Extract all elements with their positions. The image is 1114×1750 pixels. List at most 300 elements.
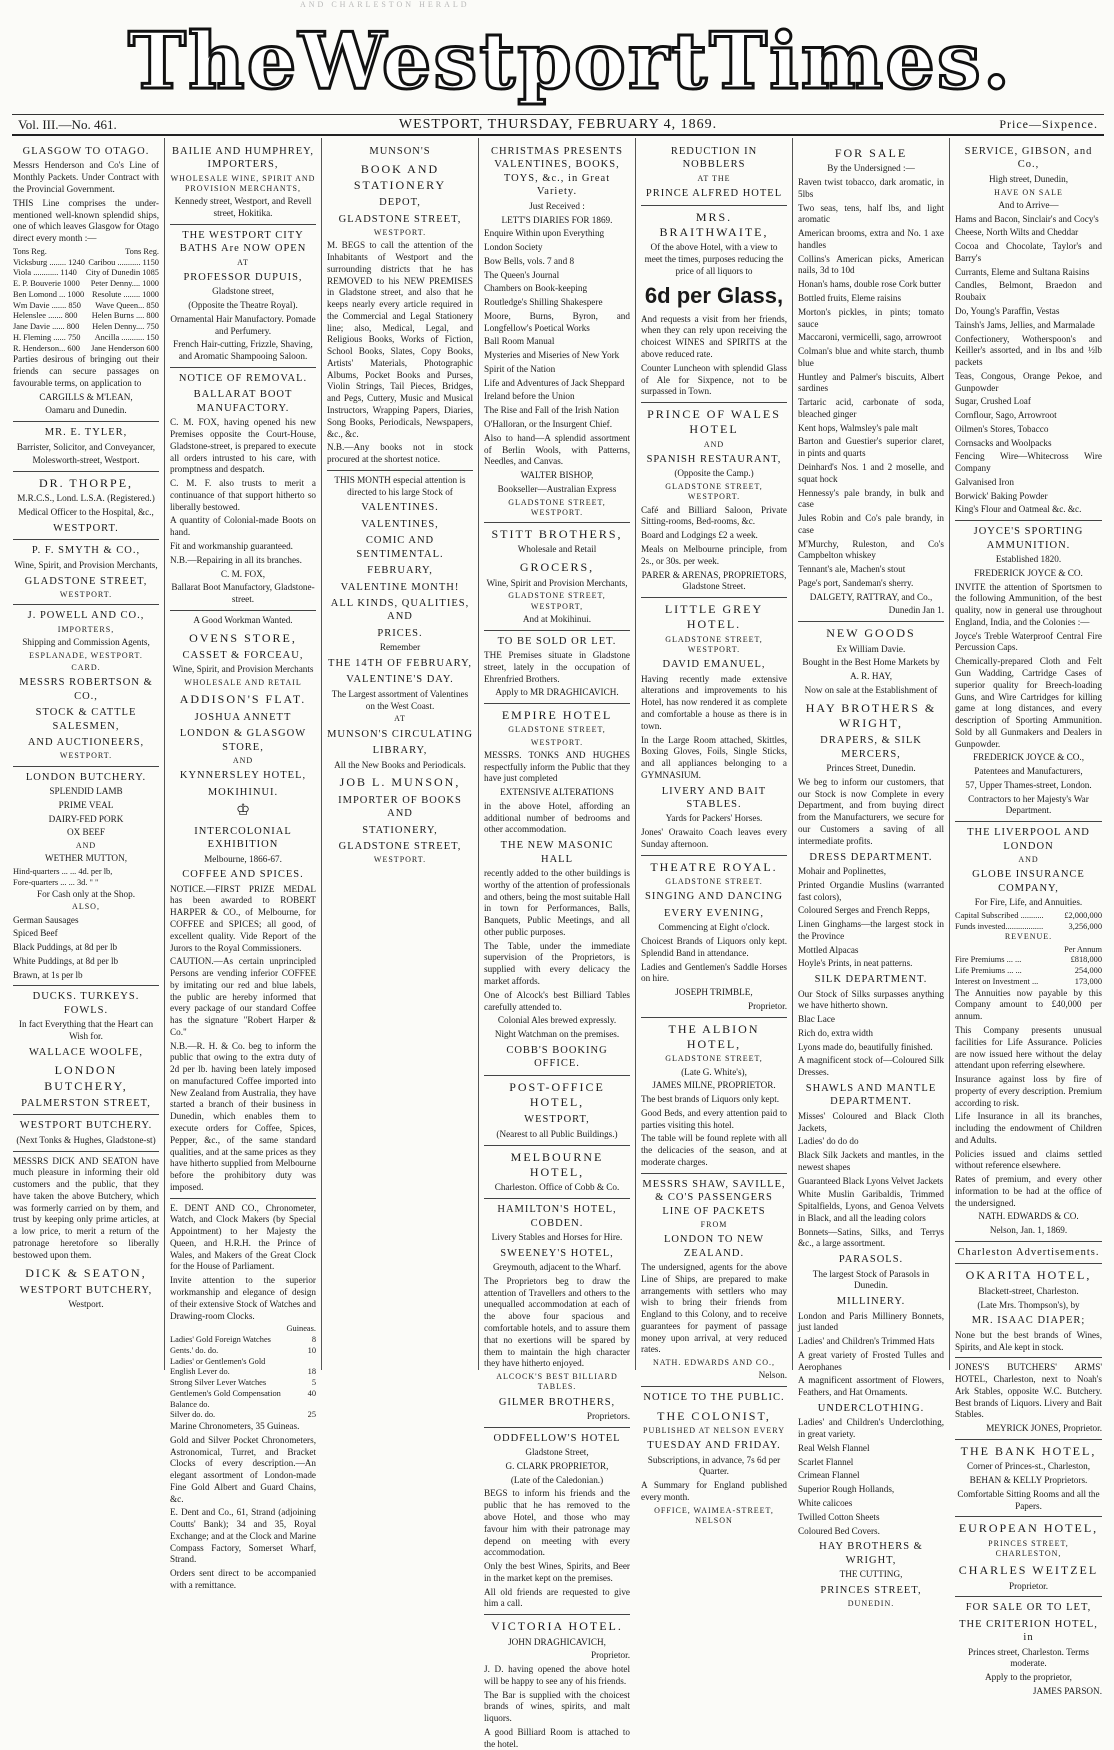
ad-title: THE COLONIST, bbox=[657, 1408, 771, 1423]
ad-line: By the Undersigned :— bbox=[827, 163, 915, 174]
ad-paragraph: Also to hand—A splendid assortment of Berlin Wools, with Patterns, Needles, and Canvas. bbox=[484, 432, 630, 467]
table-cell: Fire Premiums ... ... bbox=[955, 955, 1022, 965]
ad-caption: GLADSTONE STREET, WESTPORT. bbox=[665, 482, 763, 502]
ad-paragraph: Black Silk Jackets and mantles, in the newest shapes bbox=[798, 1150, 944, 1172]
ad-paragraph: The Table, under the immediate supervision of the Proprietors, is supplied with every delicacy the market affords. bbox=[484, 940, 630, 986]
ad-line: (Late G. White's), bbox=[681, 1066, 747, 1077]
ad-signature: Dunedin Jan 1. bbox=[888, 605, 944, 616]
ad-heading: GLADSTONE STREET, bbox=[338, 841, 462, 852]
table-row bbox=[13, 344, 159, 355]
ad-paragraph: Deinhard's Nos. 1 and 2 moselle, and squat hock bbox=[798, 461, 944, 484]
table-cell: 40 bbox=[307, 1388, 316, 1398]
ad-line: All the New Books and Periodicals. bbox=[334, 759, 466, 770]
column-rule bbox=[955, 1596, 1102, 1597]
table-row bbox=[13, 258, 159, 269]
column-rule bbox=[484, 1427, 630, 1428]
table-row bbox=[170, 1378, 316, 1389]
table-cell: Ladies' or Gentlemen's Gold bbox=[170, 1356, 266, 1366]
ad-paragraph: Parties desirous of bringing out their friends can secure passages on favourable terms, on application to bbox=[13, 354, 159, 388]
ad-line: OX BEEF bbox=[66, 827, 106, 838]
ad-paragraph: Gold and Silver Pocket Chronometers, Astronomical, Turret, and Bracket Clocks of every description.—An elegant assortment of London-made Fine Gold Albert and Guard Chains, &c. bbox=[170, 1434, 316, 1504]
ad-line: Wholesale and Retail bbox=[517, 544, 597, 555]
ad-paragraph: Cheese, North Wilts and Cheddar bbox=[955, 227, 1079, 238]
column-rule bbox=[327, 470, 473, 471]
ad-line: And to Arrive— bbox=[998, 199, 1059, 210]
ad-line: G. CLARK PROPRIETOR, bbox=[505, 1460, 609, 1471]
table-row bbox=[13, 301, 159, 312]
ad-paragraph: Borwick' Baking Powder bbox=[955, 490, 1048, 501]
column-rule bbox=[170, 1198, 316, 1199]
ad-heading: WESTPORT BUTCHERY, bbox=[19, 1284, 153, 1296]
ad-line: (Late of the Caledonian.) bbox=[510, 1474, 604, 1485]
column-rule bbox=[13, 604, 159, 605]
ad-heading: MOKIHINUI. bbox=[207, 786, 279, 798]
ad-line: Oamaru and Dunedin. bbox=[45, 405, 127, 416]
ad-heading: STOCK & CATTLE SALESMEN, bbox=[35, 707, 137, 732]
table-cell: Helen Denny.... 750 bbox=[92, 322, 159, 332]
ad-heading: LONDON BUTCHERY. bbox=[25, 771, 147, 783]
ad-paragraph: Counter Luncheon with splendid Glass of Ale for Sixpence, not to be surpassed in Town. bbox=[641, 362, 787, 397]
ad-caption: WHOLESALE WINE, SPIRIT AND PROVISION MERCHANTS, bbox=[170, 173, 316, 194]
table-row bbox=[170, 1335, 316, 1346]
table-row bbox=[13, 290, 159, 301]
table-cell: Resolute ........ 1000 bbox=[92, 289, 159, 299]
ad-line: THE CUTTING, bbox=[839, 1569, 903, 1580]
ad-paragraph: This Company presents unusual facilities for Life Assurance. Policies are now issued here without the delay attendant upon referring elsewhere. bbox=[955, 1024, 1102, 1071]
ad-caption: FROM bbox=[700, 1219, 728, 1229]
ad-caption: WESTPORT. bbox=[59, 751, 113, 761]
table-cell: Jane Davie ...... 800 bbox=[13, 322, 80, 332]
ad-heading: WESTPORT. bbox=[53, 522, 119, 534]
table-cell: 10 bbox=[307, 1345, 316, 1355]
ad-heading: LIBRARY, bbox=[372, 745, 428, 757]
ad-title: LITTLE GREY HOTEL. bbox=[664, 602, 764, 632]
column-rule bbox=[170, 224, 316, 225]
ad-paragraph: The Queen's Journal bbox=[484, 269, 560, 280]
ad-paragraph: N.B.—Any books not in stock procured at the shortest notice. bbox=[327, 442, 473, 465]
ad-caption: AND bbox=[232, 756, 254, 766]
table-cell: H. Fleming ...... 750 bbox=[13, 332, 81, 342]
ad-line: (Nearest to all Public Buildings.) bbox=[496, 1128, 618, 1139]
column-rule bbox=[13, 985, 159, 986]
ad-caption: WHOLESALE AND RETAIL bbox=[184, 678, 302, 688]
table-row bbox=[955, 922, 1102, 933]
ad-line: A Good Workman Wanted. bbox=[193, 614, 293, 625]
ad-heading: PALMERSTON STREET, bbox=[21, 1098, 151, 1110]
column-rule bbox=[484, 1614, 630, 1615]
table-cell: Viola ............ 1140 bbox=[13, 268, 77, 278]
ad-line: BEHAN & KELLY Proprietors. bbox=[969, 1475, 1088, 1486]
ad-paragraph: Ladies and Gentlemen's Saddle Horses on hire. bbox=[641, 961, 787, 984]
ad-paragraph: White Muslin Garibaldis, Trimmed Spitalfields, Lyons, and Genoa Velvets in Black, and all the leading colors bbox=[798, 1189, 944, 1223]
dateline bbox=[12, 114, 1104, 136]
ad-title: EMPIRE HOTEL bbox=[501, 708, 613, 723]
ad-line: Bookseller—Australian Express bbox=[497, 483, 617, 494]
ad-heading: P. F. SMYTH & CO., bbox=[31, 545, 141, 557]
table-cell: 254,000 bbox=[1074, 966, 1102, 976]
ad-paragraph: Morton's pickles, in pints; tomato sauce bbox=[798, 306, 944, 329]
column-rule bbox=[955, 1357, 1102, 1358]
ad-paragraph: A Summary for England published every month. bbox=[641, 1480, 787, 1502]
ad-caption: DUNEDIN. bbox=[847, 1599, 895, 1609]
ad-heading: DRAPERS, & SILK MERCERS, bbox=[820, 735, 922, 760]
ad-line: High street, Dunedin, bbox=[988, 173, 1069, 184]
table-row bbox=[13, 279, 159, 290]
ad-paragraph: Jules Robin and Co's pale brandy, in case bbox=[798, 513, 944, 535]
ad-heading: PARASOLS. bbox=[838, 1254, 904, 1266]
ad-title: OVENS STORE, bbox=[189, 630, 297, 645]
ad-line: Patentees and Manufacturers, bbox=[974, 766, 1083, 777]
ad-paragraph: Tartaric acid, carbonate of soda, bleached ginger bbox=[798, 397, 944, 419]
ad-heading: SPANISH RESTAURANT, bbox=[646, 454, 782, 466]
ad-heading: TO BE SOLD OR LET. bbox=[497, 635, 617, 647]
ad-line: Kennedy street, Westport, and Revell street, Hokitika. bbox=[174, 196, 312, 219]
ad-heading: GLADSTONE STREET, bbox=[338, 213, 462, 225]
ad-line: Wine, Spirit, and Provision Merchants, bbox=[14, 559, 158, 570]
ad-title: GROCERS, bbox=[519, 560, 595, 575]
column-rule bbox=[13, 1114, 159, 1115]
column-rule bbox=[484, 703, 630, 704]
ad-title: DR. THORPE, bbox=[38, 476, 134, 491]
ad-line: Blackett-street, Charleston. bbox=[978, 1285, 1079, 1296]
column-5 bbox=[636, 138, 793, 1525]
ad-paragraph: Sugar, Crushed Loaf bbox=[955, 396, 1031, 407]
ad-line: Corner of Princes-st., Charleston, bbox=[967, 1461, 1090, 1472]
ad-heading: SWEENEY'S HOTEL, bbox=[500, 1247, 614, 1259]
ad-line: Melbourne, 1866-67. bbox=[204, 853, 282, 864]
ad-paragraph: Ireland before the Union bbox=[484, 391, 575, 402]
table-row bbox=[13, 247, 159, 258]
column-rule bbox=[641, 1386, 787, 1387]
ad-heading: NOTICE TO THE PUBLIC. bbox=[643, 1392, 785, 1404]
ad-heading: WALLACE WOOLFE, bbox=[29, 1046, 143, 1058]
ad-line: Remember bbox=[379, 642, 421, 653]
ad-paragraph: Crimean Flannel bbox=[798, 1470, 860, 1481]
ad-line: Commencing at Eight o'clock. bbox=[658, 922, 770, 933]
table-cell: Silver do. do. bbox=[170, 1410, 216, 1420]
ad-paragraph: Huntley and Palmer's biscuits, Albert sardines bbox=[798, 371, 944, 394]
ad-paragraph: in the above Hotel, affording an additional number of bedrooms and other accommodation. bbox=[484, 800, 630, 835]
ad-paragraph: CAUTION.—As certain unprincipled Persons are vending inferior COFFEE by imitating our red and blue labels, the public are hereby informed that every package of our standard Coffee has the signature "Robert Harper & Co." bbox=[170, 956, 316, 1037]
table-cell: Guineas. bbox=[286, 1324, 316, 1334]
ad-paragraph: Fit and workmanship guaranteed. bbox=[170, 540, 293, 551]
ad-paragraph: Hennessy's pale brandy, in bulk and case bbox=[798, 487, 944, 510]
ad-paragraph: None but the best brands of Wines, Spirits, and Ale kept in stock. bbox=[955, 1329, 1102, 1352]
ad-line: Nelson, Jan. 1, 1869. bbox=[989, 1225, 1068, 1236]
ad-caption: AT bbox=[394, 714, 406, 724]
ad-paragraph: The Bar is supplied with the choicest brands of wines, spirits, and malt liquors. bbox=[484, 1689, 630, 1724]
ad-caption: GLADSTONE STREET, WESTPORT, bbox=[508, 591, 606, 611]
ad-heading: GLASGOW TO OTAGO. bbox=[22, 146, 150, 157]
masthead-word-3: Times. bbox=[709, 16, 1012, 107]
ad-heading: THE 14TH OF FEBRUARY, bbox=[328, 658, 472, 670]
ad-signature: JAMES PARSON. bbox=[1032, 1685, 1102, 1696]
ad-line: Just Received : bbox=[529, 200, 585, 211]
ad-title: CHARLES WEITZEL bbox=[958, 1563, 1099, 1578]
ad-paragraph: O'Halloran, or the Insurgent Chief. bbox=[484, 419, 613, 429]
ad-paragraph: Bonnets—Satins, Silks, and Terrys &c., a large assortment. bbox=[798, 1226, 944, 1249]
place-date: WESTPORT, THURSDAY, FEBRUARY 4, 1869. bbox=[398, 116, 718, 132]
table-cell: Wm Davie ....... 850 bbox=[13, 300, 81, 310]
ad-caption: AND bbox=[75, 841, 97, 851]
ad-paragraph: King's Flour and Oatmeal &c. &c. bbox=[955, 504, 1082, 515]
ad-caption: WESTPORT. bbox=[373, 228, 427, 238]
table-cell: Peter Denny.... 1000 bbox=[90, 279, 159, 289]
ad-title: NEW GOODS bbox=[826, 626, 916, 641]
ad-heading: JOSHUA ANNETT bbox=[194, 711, 292, 723]
ad-title: FOR SALE bbox=[834, 146, 908, 160]
ad-paragraph: Maccaroni, vermicelli, sago, arrowroot bbox=[798, 332, 942, 343]
ad-paragraph: Spiced Beef bbox=[13, 928, 58, 939]
ad-caption: WESTPORT. bbox=[530, 737, 584, 747]
ad-line: (Next Tonks & Hughes, Gladstone-st) bbox=[16, 1134, 156, 1145]
table-cell: Per Annum bbox=[1064, 944, 1102, 954]
ad-paragraph: Orders sent direct to be accompanied with a remittance. bbox=[170, 1568, 316, 1590]
column-2 bbox=[165, 138, 322, 1590]
ad-line: The Largest assortment of Valentines on the West Coast. bbox=[331, 688, 469, 711]
table-cell: £818,000 bbox=[1070, 955, 1102, 965]
ad-paragraph: Cornsacks and Woolpacks bbox=[955, 437, 1052, 448]
table-cell: Tons Reg. bbox=[13, 246, 47, 256]
table-cell: Capital Subscribed ........... bbox=[955, 910, 1044, 920]
ad-caption: AT THE bbox=[697, 173, 731, 183]
ad-paragraph: Policies issued and claims settled without reference elsewhere. bbox=[955, 1148, 1102, 1171]
ad-paragraph: German Sausages bbox=[13, 914, 79, 925]
ad-paragraph: A quantity of Colonial-made Boots on hand. bbox=[170, 515, 316, 538]
ad-caption: CARD. bbox=[71, 662, 101, 672]
ad-heading: VALENTINE MONTH! bbox=[340, 581, 460, 593]
ad-paragraph: Meals on Melbourne principle, from 2s., or 30s. per week. bbox=[641, 544, 787, 566]
ad-heading: JOYCE'S SPORTING AMMUNITION. bbox=[973, 526, 1084, 551]
ad-heading: WESTPORT, bbox=[524, 1114, 590, 1126]
ad-line: Ornamental Hair Manufactory. Pomade and Perfumery. bbox=[170, 313, 316, 336]
ad-heading: GILMER BROTHERS, bbox=[498, 1396, 616, 1408]
ad-heading: COFFEE AND SPICES. bbox=[182, 869, 304, 881]
ad-line: WETHER MUTTON, bbox=[45, 853, 127, 864]
ad-line: LETT'S DIARIES FOR 1869. bbox=[501, 214, 613, 225]
ad-line: Colonial Ales brewed expressly. bbox=[497, 1015, 617, 1026]
ad-heading: ODDFELLOW'S HOTEL bbox=[493, 1432, 621, 1444]
ad-line: JOHN DRAGHICAVICH, bbox=[508, 1636, 606, 1647]
column-rule bbox=[955, 1439, 1102, 1440]
ad-paragraph: Tennant's ale, Machen's stout bbox=[798, 564, 906, 575]
ad-paragraph: Insurance against loss by fire of property of every description. Premium according to risk. bbox=[955, 1074, 1102, 1108]
ad-line: SPLENDID LAMB bbox=[49, 786, 123, 797]
table-cell: 18 bbox=[307, 1367, 316, 1377]
ad-paragraph: A great variety of Frosted Tulles and Aerophanes bbox=[798, 1349, 944, 1372]
ad-heading: STATIONERY, bbox=[362, 824, 438, 836]
column-rule bbox=[13, 421, 159, 422]
ad-line: Bought in the Best Home Markets by bbox=[802, 657, 940, 668]
table-row bbox=[13, 322, 159, 333]
ad-paragraph: Coloured Bed Covers. bbox=[798, 1525, 880, 1536]
ad-line: (Opposite the Camp.) bbox=[674, 468, 754, 479]
ad-paragraph: The Proprietors beg to draw the attention of Travellers and others to the unequalled accommodation at each of the above four spacious and comfortable hotels, and to assure them that no exertions will be spared by them to maintain the high character they have hitherto enjoyed. bbox=[484, 1275, 630, 1369]
ad-heading: PRINCE ALFRED HOTEL bbox=[645, 188, 783, 200]
ad-line: Gladstone street, bbox=[212, 286, 274, 297]
ad-paragraph: The Rise and Fall of the Irish Nation bbox=[484, 405, 619, 416]
column-rule bbox=[484, 1198, 630, 1199]
royal-crest-icon: ♔ bbox=[235, 802, 251, 820]
column-rule bbox=[484, 630, 630, 631]
ad-paragraph: Our Stock of Silks surpasses anything we have hitherto shown. bbox=[798, 988, 944, 1011]
table-cell: Ben Lomond ... 1000 bbox=[13, 289, 85, 299]
ad-paragraph: Having recently made extensive alterations and improvements to his Hotel, has now rendered it as complete and comfortable a house as there is in town. bbox=[641, 673, 787, 731]
column-rule bbox=[170, 610, 316, 611]
ad-line: 57, Upper Thames-street, London. bbox=[965, 779, 1092, 790]
ad-line: Ballarat Boot Manufactory, Gladstone-street. bbox=[171, 582, 315, 605]
ad-caption: PRINCES STREET, CHARLESTON, bbox=[988, 1538, 1069, 1558]
ad-paragraph: Spirit of the Nation bbox=[484, 363, 556, 374]
ad-heading: INTERCOLONIAL EXHIBITION bbox=[194, 825, 292, 851]
ad-paragraph: Mysteries and Miseries of New York bbox=[484, 350, 620, 361]
column-4 bbox=[479, 138, 636, 1749]
ad-caption: AT bbox=[237, 257, 249, 267]
ad-signature: MEYRICK JONES, Proprietor. bbox=[986, 1423, 1102, 1434]
ad-caption: IMPORTERS, bbox=[57, 624, 115, 634]
ad-title: OKARITA HOTEL, bbox=[965, 1268, 1092, 1283]
ad-title: LONDON BUTCHERY, bbox=[44, 1063, 128, 1093]
ad-line: Contractors to her Majesty's War Department. bbox=[968, 793, 1089, 816]
ad-signature: Proprietor. bbox=[590, 1650, 630, 1661]
ad-paragraph: Currants, Eleme and Sultana Raisins bbox=[955, 266, 1090, 277]
table-cell: Ancilla ........... 150 bbox=[94, 332, 159, 342]
ad-paragraph: Superior Rough Hollands, bbox=[798, 1484, 895, 1495]
ad-paragraph: Hoyle's Prints, in neat patterns. bbox=[798, 958, 913, 969]
ad-paragraph: Chemically-prepared Cloth and Felt Gun Wadding, Cartridge Cases of superior quality for Breech-loading Guns, and Wire Cartridges for killing game at long distances, and every description of Sporting Ammunition. Sold by all Gunmakers and Dealers in Gunpowder. bbox=[955, 656, 1102, 749]
ad-paragraph: Ball Room Manual bbox=[484, 336, 555, 347]
ad-line: Yards for Packers' Horses. bbox=[665, 813, 763, 824]
ad-line: Princes street, Charleston. Terms moderate. bbox=[968, 1646, 1089, 1669]
ad-heading: GLADSTONE STREET, bbox=[24, 575, 148, 587]
ad-heading: ALL KINDS, QUALITIES, AND bbox=[330, 597, 470, 623]
ad-heading: MILLINERY. bbox=[836, 1296, 906, 1308]
ad-heading: HAMILTON'S HOTEL, COBDEN. bbox=[497, 1204, 617, 1229]
ad-paragraph: Barton and Guestier's superior claret, in pints and quarts bbox=[798, 436, 944, 459]
ad-paragraph: Lyons made do, beautifully finished. bbox=[798, 1041, 933, 1052]
ad-paragraph: N.B.—R. H. & Co. beg to inform the public that owing to the extra duty of 2d per lb. having been lately imposed on manufactured Coffee imported into New Zealand from Australia, they have started a branch of their business in Dunedin, which enables them to execute orders for Coffee, Spices, Pepper, &c., of the same standard qualities, and at the same prices as they have hitherto supplied from Melbourne before the prohibitory duty was imposed. bbox=[170, 1040, 316, 1192]
ad-paragraph: Page's port, Sandeman's sherry. bbox=[798, 577, 914, 588]
ad-line: EXTENSIVE ALTERATIONS bbox=[500, 787, 614, 798]
ad-heading: MUNSON'S CIRCULATING bbox=[327, 728, 473, 740]
ad-caption: GLADSTONE STREET, bbox=[508, 725, 606, 735]
ad-caption: GLADSTONE STREET, WESTPORT. bbox=[508, 497, 606, 517]
ad-paragraph: Two seas, tens, half lbs, and light aromatic bbox=[798, 202, 944, 225]
ad-paragraph: Guaranteed Black Lyons Velvet Jackets bbox=[798, 1175, 944, 1186]
ad-title: THE BANK HOTEL, bbox=[960, 1443, 1097, 1458]
ad-heading: THE CRITERION HOTEL, in bbox=[959, 1618, 1098, 1644]
ad-paragraph: Printed Organdie Muslins (warranted fast colors), bbox=[798, 879, 944, 902]
ad-line: French Hair-cutting, Frizzle, Shaving, and Aromatic Shampooing Saloon. bbox=[173, 339, 313, 362]
table-cell: Vicksburg ........ 1240 bbox=[13, 257, 85, 267]
ad-paragraph: The best brands of Liquors only kept. bbox=[641, 1094, 780, 1105]
ad-heading: KYNNERSLEY HOTEL, bbox=[179, 770, 307, 782]
table-row bbox=[13, 867, 159, 878]
column-rule bbox=[13, 539, 159, 540]
ad-line: CARGILLS & M'LEAN, bbox=[39, 391, 133, 402]
ad-signature: Nelson. bbox=[758, 1370, 787, 1381]
ad-title: MRS. BRAITHWAITE, bbox=[659, 209, 769, 239]
ad-paragraph: Blac Lace bbox=[798, 1014, 835, 1025]
ad-paragraph: M. BEGS to call the attention of the Inhabitants of Westport and the surrounding districts that he has REMOVED to his NEW PREMISES in Gladstone street, and also that he keeps nearly every article required in the Commercial and Legal Stationery line; also, Medical, Legal, and Religious Books, Works of Fiction, School Books, Slates, Copy Books, Artists' Materials, Photographic Albums, Pocket Books and Purses, Violin Strings, Tail Pieces, Bridges, and Pegs, Cuttery, Music and Musical Instructors, Wrapping Papers, Diaries, Song Books, Periodicals, Newspapers, &c., &c. bbox=[327, 240, 473, 439]
ad-paragraph: Teas, Congous, Orange Pekoe, and Gunpowder bbox=[955, 370, 1102, 393]
column-rule bbox=[484, 1075, 630, 1076]
ad-paragraph: Do, Young's Paraffin, Vestas bbox=[955, 306, 1060, 316]
ad-line: Proprietor. bbox=[1008, 1580, 1049, 1591]
ad-heading: VALENTINES. bbox=[361, 502, 439, 514]
ad-line: Established 1820. bbox=[995, 554, 1062, 565]
ad-title: VICTORIA HOTEL. bbox=[491, 1619, 623, 1634]
ad-paragraph: N.B.—Repairing in all its branches. bbox=[170, 554, 302, 565]
column-rule bbox=[170, 367, 316, 368]
ad-heading: THE NEW MASONIC HALL bbox=[500, 840, 614, 865]
table-row bbox=[13, 311, 159, 322]
table-cell: 3,256,000 bbox=[1068, 921, 1102, 931]
table-cell: Gents.' do. do. bbox=[170, 1345, 219, 1355]
ad-heading: MESSRS SHAW, SAVILLE, & CO'S PASSENGERS LINE OF PACKETS bbox=[642, 1178, 786, 1217]
ad-paragraph: Café and Billiard Saloon, Private Sitting-rooms, Bed-rooms, &c. bbox=[641, 504, 787, 527]
ad-heading: AND AUCTIONEERS, bbox=[27, 736, 145, 748]
ad-line: Molesworth-street, Westport. bbox=[32, 455, 140, 466]
ad-line: The largest Stock of Parasols in Dunedin. bbox=[812, 1268, 930, 1291]
table-cell: 173,000 bbox=[1074, 976, 1102, 986]
table-cell: Wave Queen... 850 bbox=[95, 300, 159, 310]
ad-line: JAMES MILNE, PROPRIETOR. bbox=[652, 1080, 776, 1091]
ad-heading: GLOBE INSURANCE COMPANY, bbox=[972, 869, 1085, 894]
column-6 bbox=[793, 138, 950, 1609]
ad-title: POST-OFFICE HOTEL, bbox=[509, 1079, 605, 1110]
ad-paragraph: E. Dent and Co., 61, Strand (adjoining Coutts' Bank); 34 and 35, Royal Exchange; and at the Clock and Marine Compass Factory, Somerset Wharf, Strand. bbox=[170, 1507, 316, 1565]
ad-paragraph: Honan's hams, double rose Cork butter bbox=[798, 279, 942, 290]
ad-paragraph: Scarlet Flannel bbox=[798, 1456, 854, 1467]
ad-line: Westport. bbox=[68, 1299, 104, 1310]
column-rule bbox=[641, 1017, 787, 1018]
ad-heading: REDUCTION IN NOBBLERS bbox=[670, 146, 758, 171]
ad-title: THEATRE ROYAL. bbox=[650, 859, 778, 874]
ad-line: Wine, Spirit, and Provision Merchants bbox=[172, 664, 314, 675]
table-row bbox=[955, 977, 1102, 988]
table-cell: Strong Silver Lever Watches bbox=[170, 1378, 267, 1388]
ad-heading: LONDON & GLASGOW STORE, bbox=[179, 728, 307, 753]
ad-caption: GLADSTONE STREET. bbox=[665, 877, 763, 887]
ad-heading: MUNSON'S bbox=[369, 146, 431, 157]
ad-paragraph: A magnificent stock of—Coloured Silk Dresses. bbox=[798, 1055, 944, 1078]
column-rule bbox=[955, 520, 1102, 521]
table-cell: Fore-quarters ... ... 3d. " " bbox=[13, 877, 99, 887]
table-cell: City of Dunedin 1085 bbox=[85, 268, 159, 278]
column-rule bbox=[955, 821, 1102, 822]
ad-line: DAIRY-FED PORK bbox=[48, 813, 124, 824]
column-rule bbox=[955, 1241, 1102, 1242]
ad-title: PRINCE OF WALES HOTEL bbox=[647, 407, 781, 437]
column-rule bbox=[484, 522, 630, 523]
ad-heading: SHAWLS AND MANTLE DEPARTMENT. bbox=[805, 1082, 937, 1108]
ad-paragraph: Chambers on Book-keeping bbox=[484, 283, 588, 294]
table-cell: Helenslee ....... 800 bbox=[13, 311, 78, 321]
ad-title: ADDISON'S FLAT. bbox=[179, 692, 307, 707]
ad-paragraph: THE Premises situate in Gladstone street, lately in the occupation of Ehrenfried Brothers. bbox=[484, 649, 630, 684]
ad-caption: OFFICE, WAIMEA-STREET, NELSON bbox=[654, 1505, 774, 1525]
table-row bbox=[955, 966, 1102, 977]
ad-paragraph: Collins's American picks, American nails, 3d to 10d bbox=[798, 253, 944, 276]
ad-paragraph: C. M. F. also trusts to merit a continuance of that support hitherto so liberally bestowed. bbox=[170, 478, 316, 512]
table-cell: £2,000,000 bbox=[1064, 910, 1102, 920]
ad-heading: Charleston Advertisements. bbox=[957, 1247, 1100, 1258]
ad-paragraph: Mohair and Poplinettes, bbox=[798, 865, 887, 876]
ad-paragraph: Black Puddings, at 8d per lb bbox=[13, 942, 118, 953]
table-cell: Gentlemen's Gold Compensation Balance do. bbox=[170, 1388, 281, 1409]
ad-paragraph: MESSRS. TONKS AND HUGHES respectfully inform the Public that they have just completed bbox=[484, 749, 630, 784]
